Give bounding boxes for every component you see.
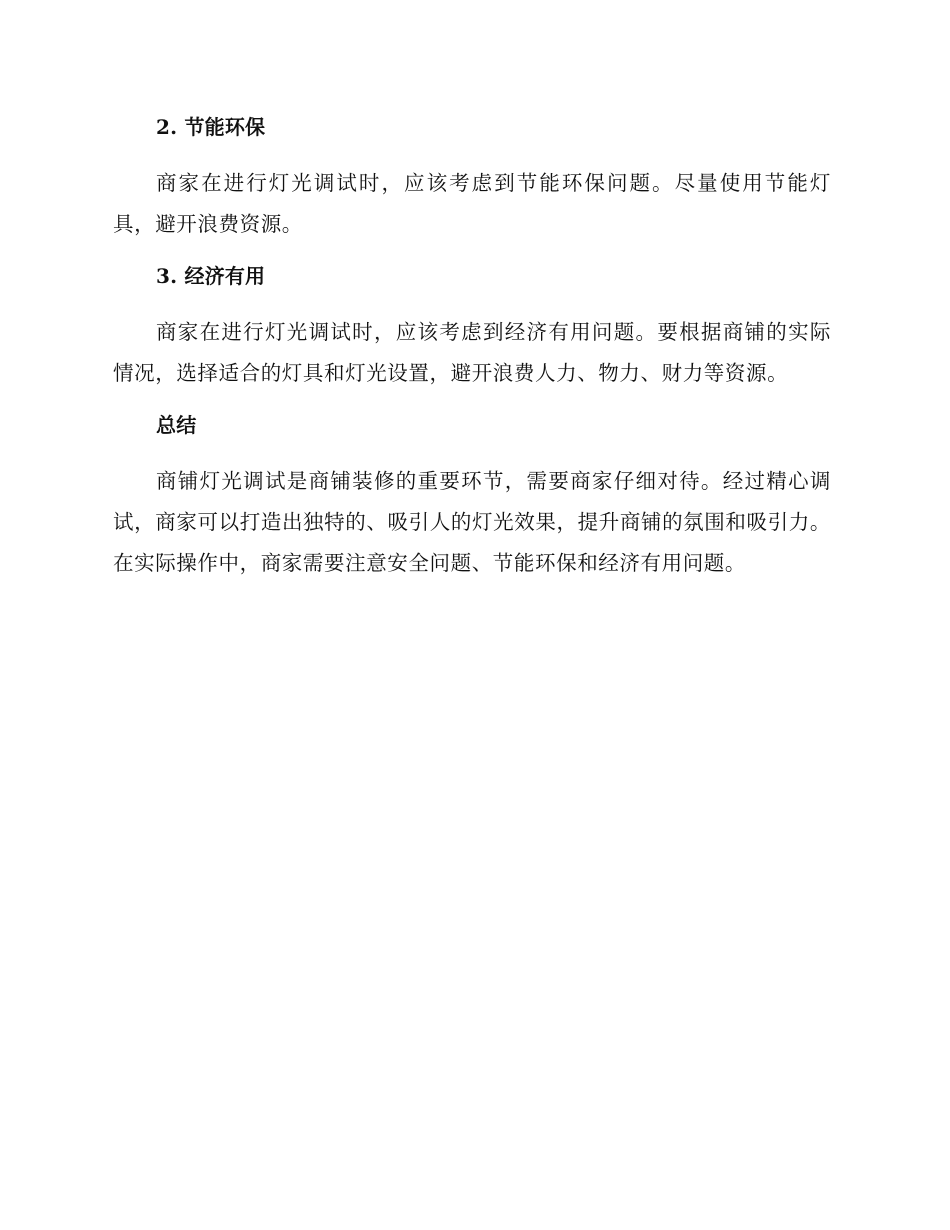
section-paragraph-summary: 商铺灯光调试是商铺装修的重要环节，需要商家仔细对待。经过精心调试，商家可以打造出独特的、吸引人的灯光效果，提升商铺的氛围和吸引力。在实际操作中，商家需要注意安全问题、节能环保和经济有用问题。 [113, 469, 831, 575]
section-heading-energy-saving: 2. 节能环保 [156, 115, 266, 139]
document-body [113, 108, 831, 584]
section-paragraph-economical: 商家在进行灯光调试时，应该考虑到经济有用问题。要根据商铺的实际情况，选择适合的灯具和灯光设置，避开浪费人力、物力、财力等资源。 [113, 320, 831, 385]
section-heading-economical: 3. 经济有用 [156, 264, 266, 288]
section-heading-summary: 总结 [156, 413, 197, 437]
section-paragraph-energy-saving: 商家在进行灯光调试时，应该考虑到节能环保问题。尽量使用节能灯具，避开浪费资源。 [113, 171, 831, 236]
